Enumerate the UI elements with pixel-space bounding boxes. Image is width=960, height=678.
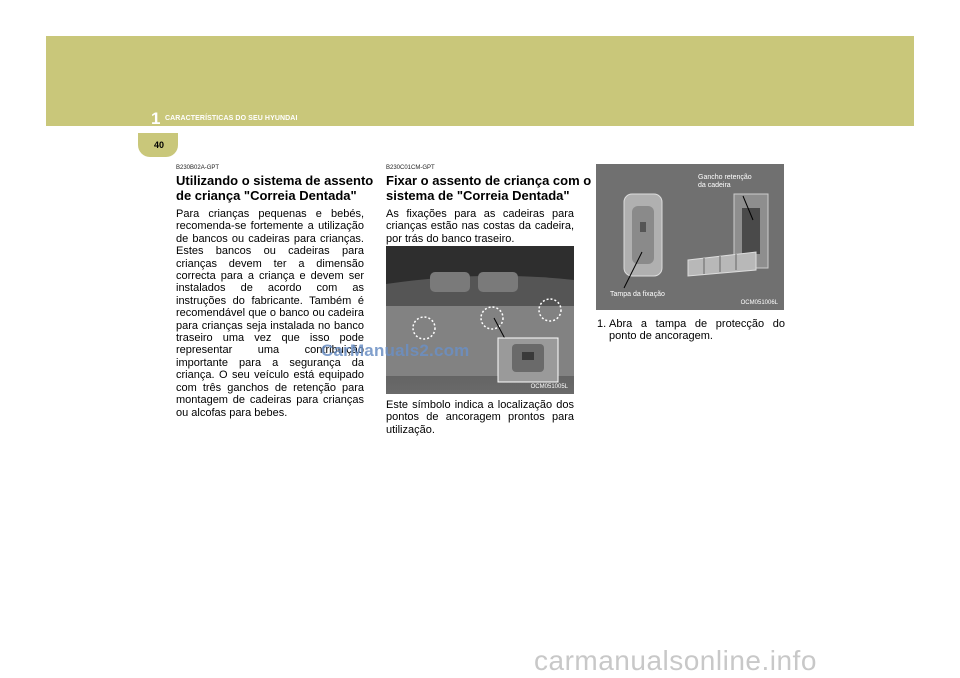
anchor-cover-illustration	[596, 164, 784, 310]
section-code: B230B02A-GPT	[176, 165, 220, 171]
footer-watermark: carmanualsonline.info	[534, 645, 817, 676]
section-title-line2: de criança "Correia Dentada"	[176, 188, 357, 203]
image-code: OCM051006L	[740, 300, 778, 306]
chapter-number: 1	[151, 109, 161, 128]
anchor-cover-photo	[596, 164, 784, 310]
section-title-line2: sistema de "Correia Dentada"	[386, 188, 570, 203]
section-body: Para crianças pequenas e bebés, recomenda-se fortemente a utilização de bancos ou cadeiras para crianças. Estes bancos ou cadeiras para crianças devem ter a dimensão correcta para a criança e devem ser instalados de acordo com as instruções do fabricante. Também é recomendável que o banco ou cadeira para crianças seja instalada no banco traseiro uma vez que isso pode representar uma contribuição importante para a segurança da criança. O seu veículo está equipado com três ganchos de retenção para montagem de cadeiras para crianças ou alcofas para bebes.	[176, 208, 364, 419]
chapter-title: CARACTERÍSTICAS DO SEU HYUNDAI	[165, 115, 298, 122]
image-code: OCM051005L	[530, 384, 568, 390]
seatback-photo	[386, 246, 574, 394]
step-number: 1.	[597, 318, 607, 330]
section-title-line1: Fixar o assento de criança com o	[386, 173, 592, 188]
seatback-illustration	[386, 246, 574, 394]
callout-cover: Tampa da fixação	[610, 291, 665, 298]
step-text: Abra a tampa de protecção do ponto de ancoragem.	[609, 318, 785, 343]
header-band	[46, 36, 914, 126]
page-number: 40	[154, 140, 165, 150]
callout-hook: Gancho retenção da cadeira	[698, 174, 752, 189]
watermark-text: CarManuals2.com	[321, 341, 470, 360]
section-code: B230C01CM-GPT	[386, 165, 435, 171]
section-body: As fixações para as cadeiras para crianças estão nas costas da cadeira, por trás do banco traseiro.	[386, 208, 574, 245]
image-caption: Este símbolo indica a localização dos pontos de ancoragem prontos para utilização.	[386, 399, 574, 436]
section-title-line1: Utilizando o sistema de assento	[176, 173, 374, 188]
